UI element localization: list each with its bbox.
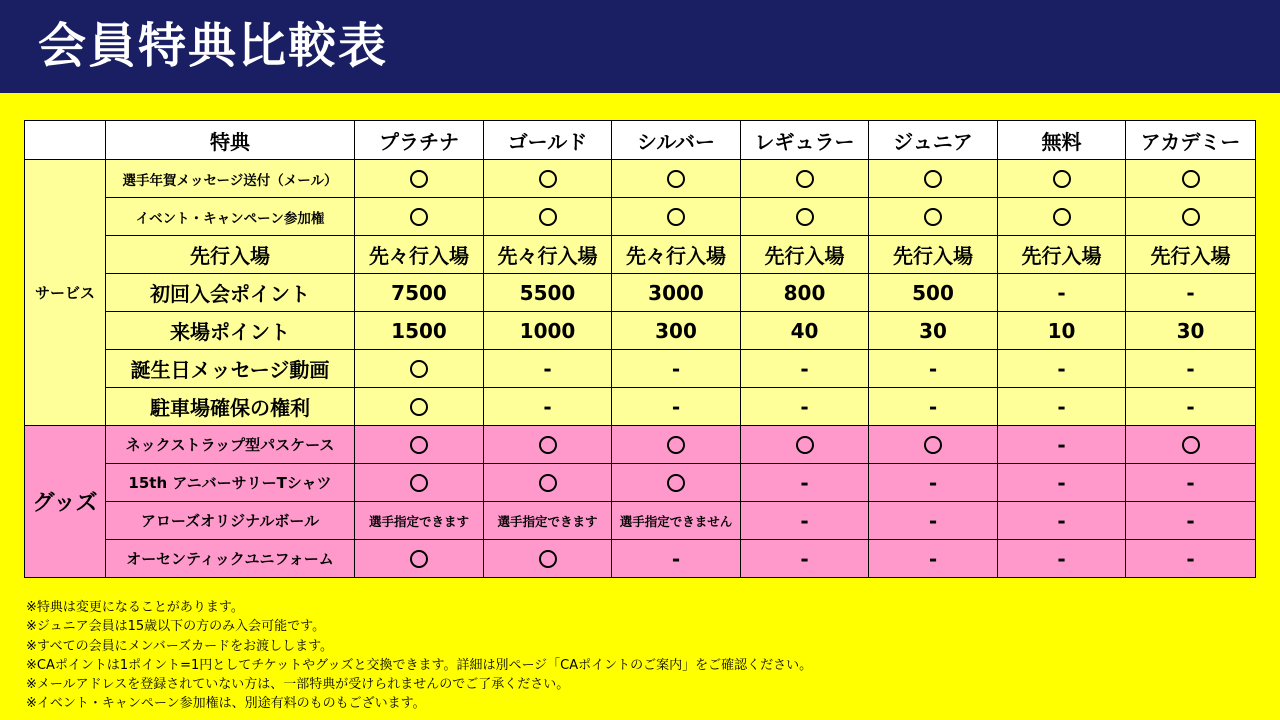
dash-cell: - <box>1126 502 1256 540</box>
dash-cell: - <box>741 388 869 426</box>
circle-mark <box>741 198 869 236</box>
circle-icon <box>667 436 685 454</box>
circle-mark <box>612 464 741 502</box>
dash-cell: - <box>998 502 1126 540</box>
circle-icon <box>667 170 685 188</box>
circle-icon <box>410 170 428 188</box>
dash-cell: - <box>998 426 1126 464</box>
circle-icon <box>410 208 428 226</box>
feature-label: 先行入場 <box>106 236 355 274</box>
table-header-row <box>25 121 1256 160</box>
table-row <box>25 160 1256 198</box>
circle-icon <box>1182 208 1200 226</box>
circle-icon <box>410 474 428 492</box>
page-title: 会員特典比較表 <box>38 18 389 74</box>
dash-cell: - <box>1126 274 1256 312</box>
value-cell: 3000 <box>612 274 741 312</box>
circle-icon <box>410 436 428 454</box>
value-cell: 先行入場 <box>741 236 869 274</box>
circle-mark <box>484 426 612 464</box>
notes-section <box>26 598 1246 714</box>
circle-mark <box>998 198 1126 236</box>
circle-mark <box>869 426 998 464</box>
value-cell: 10 <box>998 312 1126 350</box>
circle-mark <box>869 160 998 198</box>
value-cell: 1000 <box>484 312 612 350</box>
value-cell: 500 <box>869 274 998 312</box>
value-cell: 40 <box>741 312 869 350</box>
dash-cell: - <box>612 350 741 388</box>
feature-label: 来場ポイント <box>106 312 355 350</box>
circle-mark <box>355 388 484 426</box>
circle-mark <box>355 198 484 236</box>
circle-icon <box>410 550 428 568</box>
circle-mark <box>612 198 741 236</box>
circle-mark <box>1126 160 1256 198</box>
note-line: ※すべての会員にメンバーズカードをお渡しします。 <box>26 638 334 654</box>
header-tier: ゴールド <box>484 121 612 160</box>
feature-label: 駐車場確保の権利 <box>106 388 355 426</box>
dash-cell: - <box>998 388 1126 426</box>
value-cell: 先行入場 <box>1126 236 1256 274</box>
note-line: ※ジュニア会員は15歳以下の方のみ入会可能です。 <box>26 619 326 635</box>
circle-icon <box>539 474 557 492</box>
circle-mark <box>355 464 484 502</box>
value-cell: 30 <box>869 312 998 350</box>
value-cell: 先々行入場 <box>355 236 484 274</box>
value-cell: 800 <box>741 274 869 312</box>
dash-cell: - <box>741 502 869 540</box>
benefits-comparison-table <box>24 120 1256 578</box>
dash-cell: - <box>869 350 998 388</box>
circle-mark <box>355 350 484 388</box>
circle-icon <box>410 360 428 378</box>
circle-mark <box>741 160 869 198</box>
table-row <box>25 502 1256 540</box>
dash-cell: - <box>998 464 1126 502</box>
circle-mark <box>484 464 612 502</box>
dash-cell: - <box>869 388 998 426</box>
table-row <box>25 350 1256 388</box>
note-line: ※イベント・キャンペーン参加権は、別途有料のものもございます。 <box>26 696 426 712</box>
note-line: ※特典は変更になることがあります。 <box>26 600 244 615</box>
circle-mark <box>998 160 1126 198</box>
circle-icon <box>1182 170 1200 188</box>
feature-label: 誕生日メッセージ動画 <box>106 350 355 388</box>
circle-mark <box>484 540 612 578</box>
value-cell: 先行入場 <box>998 236 1126 274</box>
header-tier: シルバー <box>612 121 741 160</box>
feature-label: 15th アニバーサリーTシャツ <box>106 464 355 502</box>
table-row <box>25 388 1256 426</box>
circle-icon <box>796 170 814 188</box>
dash-cell: - <box>484 388 612 426</box>
dash-cell: - <box>612 388 741 426</box>
circle-icon <box>539 170 557 188</box>
feature-label: 選手年賀メッセージ送付（メール） <box>106 160 355 198</box>
circle-icon <box>539 208 557 226</box>
feature-label: 初回入会ポイント <box>106 274 355 312</box>
dash-cell: - <box>998 540 1126 578</box>
table-row <box>25 312 1256 350</box>
circle-mark <box>612 426 741 464</box>
dash-cell: - <box>484 350 612 388</box>
dash-cell: - <box>998 274 1126 312</box>
table-row <box>25 464 1256 502</box>
circle-mark <box>741 426 869 464</box>
dash-cell: - <box>1126 464 1256 502</box>
dash-cell: - <box>998 350 1126 388</box>
value-cell: 選手指定できます <box>355 502 484 540</box>
circle-mark <box>484 198 612 236</box>
table-row <box>25 198 1256 236</box>
header-tier: ジュニア <box>869 121 998 160</box>
dash-cell: - <box>741 464 869 502</box>
circle-icon <box>796 436 814 454</box>
circle-mark <box>355 160 484 198</box>
note-line: ※メールアドレスを登録されていない方は、一部特典が受けられませんのでご了承ください。 <box>26 677 570 693</box>
circle-icon <box>1053 208 1071 226</box>
value-cell: 先々行入場 <box>612 236 741 274</box>
circle-mark <box>355 540 484 578</box>
circle-icon <box>667 474 685 492</box>
dash-cell: - <box>741 540 869 578</box>
header-tier: アカデミー <box>1126 121 1256 160</box>
note-line: ※CAポイントは1ポイント=1円としてチケットやグッズと交換できます。詳細は別ページ「CAポイントのご案内」をご確認ください。 <box>26 657 813 673</box>
feature-label: アローズオリジナルボール <box>106 502 355 540</box>
header-blank-cell <box>25 121 106 160</box>
dash-cell: - <box>1126 350 1256 388</box>
dash-cell: - <box>869 464 998 502</box>
value-cell: 先行入場 <box>869 236 998 274</box>
dash-cell: - <box>741 350 869 388</box>
header-feature: 特典 <box>106 121 355 160</box>
circle-mark <box>484 160 612 198</box>
group-label-goods: グッズ <box>25 426 106 578</box>
circle-icon <box>924 170 942 188</box>
value-cell: 300 <box>612 312 741 350</box>
header-tier: 無料 <box>998 121 1126 160</box>
circle-icon <box>1182 436 1200 454</box>
circle-icon <box>539 550 557 568</box>
circle-icon <box>796 208 814 226</box>
feature-label: ネックストラップ型パスケース <box>106 426 355 464</box>
circle-icon <box>667 208 685 226</box>
table-row <box>25 274 1256 312</box>
circle-mark <box>355 426 484 464</box>
circle-mark <box>1126 198 1256 236</box>
group-label-service: サービス <box>25 160 106 426</box>
dash-cell: - <box>1126 388 1256 426</box>
circle-icon <box>924 436 942 454</box>
circle-icon <box>1053 170 1071 188</box>
value-cell: 7500 <box>355 274 484 312</box>
dash-cell: - <box>1126 540 1256 578</box>
table-row <box>25 236 1256 274</box>
circle-mark <box>612 160 741 198</box>
value-cell: 選手指定できます <box>484 502 612 540</box>
table-row <box>25 540 1256 578</box>
header-tier: レギュラー <box>741 121 869 160</box>
header-tier: プラチナ <box>355 121 484 160</box>
value-cell: 先々行入場 <box>484 236 612 274</box>
value-cell: 5500 <box>484 274 612 312</box>
circle-icon <box>410 398 428 416</box>
dash-cell: - <box>612 540 741 578</box>
dash-cell: - <box>869 540 998 578</box>
value-cell: 1500 <box>355 312 484 350</box>
circle-mark <box>869 198 998 236</box>
feature-label: イベント・キャンペーン参加権 <box>106 198 355 236</box>
feature-label: オーセンティックユニフォーム <box>106 540 355 578</box>
value-cell: 30 <box>1126 312 1256 350</box>
value-cell: 選手指定できません <box>612 502 741 540</box>
circle-mark <box>1126 426 1256 464</box>
dash-cell: - <box>869 502 998 540</box>
table-body <box>25 121 1256 578</box>
circle-icon <box>539 436 557 454</box>
circle-icon <box>924 208 942 226</box>
table-row <box>25 426 1256 464</box>
